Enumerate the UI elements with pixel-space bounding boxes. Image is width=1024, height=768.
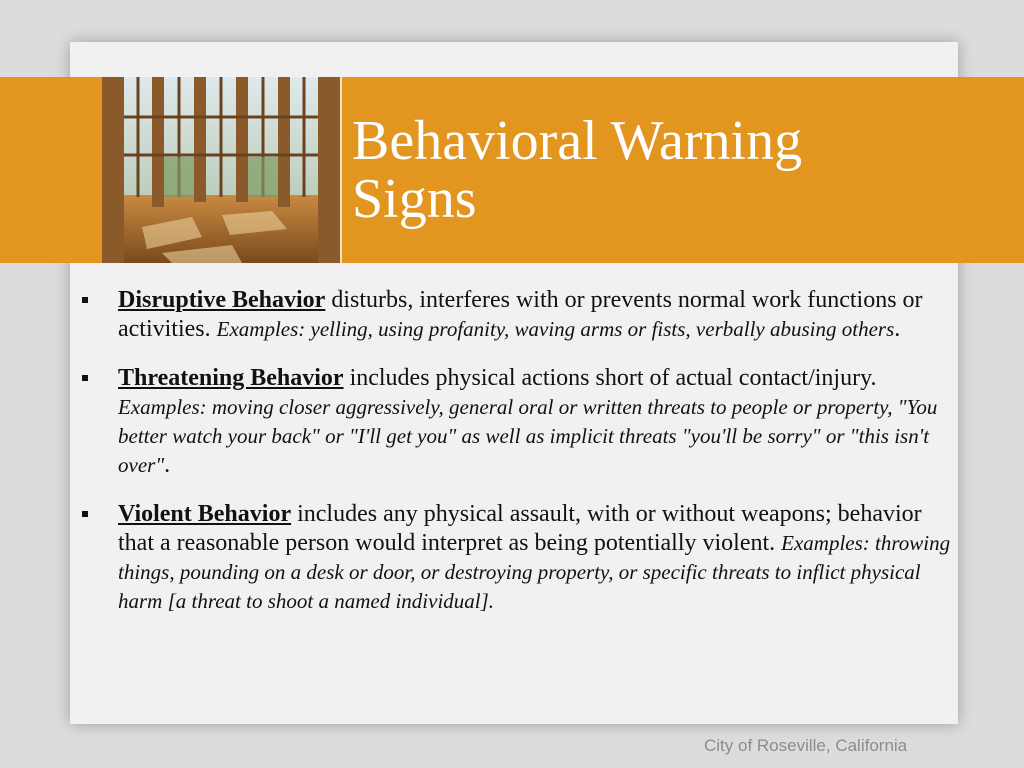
footer-credit: City of Roseville, California [704, 736, 908, 755]
bullet-list [78, 286, 958, 616]
atrium-photo [102, 77, 342, 263]
bullet-term: Violent Behavior [118, 501, 292, 527]
square-bullet-icon [82, 297, 88, 303]
bullet-violent [78, 500, 958, 616]
bullet-examples: Examples: moving closer aggressively, general oral or written threats to people or property, "You better watch your back" or "I'll get you" as well as implicit threats "you'll be sorry" or "this isn't over" [118, 395, 938, 477]
slide-title [352, 112, 972, 228]
title-line-1: Behavioral Warning [352, 110, 803, 172]
bullet-description: includes any physical assault, with or without weapons; behavior that a reasonable person would interpret as being potentially violent. [118, 501, 922, 556]
bullet-end: . [164, 452, 171, 478]
title-line-2: Signs [352, 168, 477, 230]
bullet-end: . [894, 316, 901, 342]
bullet-examples: Examples: throwing things, pounding on a desk or door, or destroying property, or specific threats to inflict physical harm [a threat to shoot a named individual]. [118, 531, 951, 613]
bullet-disruptive [78, 286, 958, 344]
bullet-description: disturbs, interferes with or prevents normal work functions or activities. [118, 287, 923, 342]
bullet-term: Disruptive Behavior [118, 287, 326, 313]
square-bullet-icon [82, 375, 88, 381]
square-bullet-icon [82, 511, 88, 517]
bullet-threatening [78, 364, 958, 480]
bullet-examples: Examples: yelling, using profanity, waving arms or fists, verbally abusing others [216, 317, 895, 341]
bullet-description: includes physical actions short of actual contact/injury. [343, 365, 877, 391]
bullet-term: Threatening Behavior [118, 365, 344, 391]
